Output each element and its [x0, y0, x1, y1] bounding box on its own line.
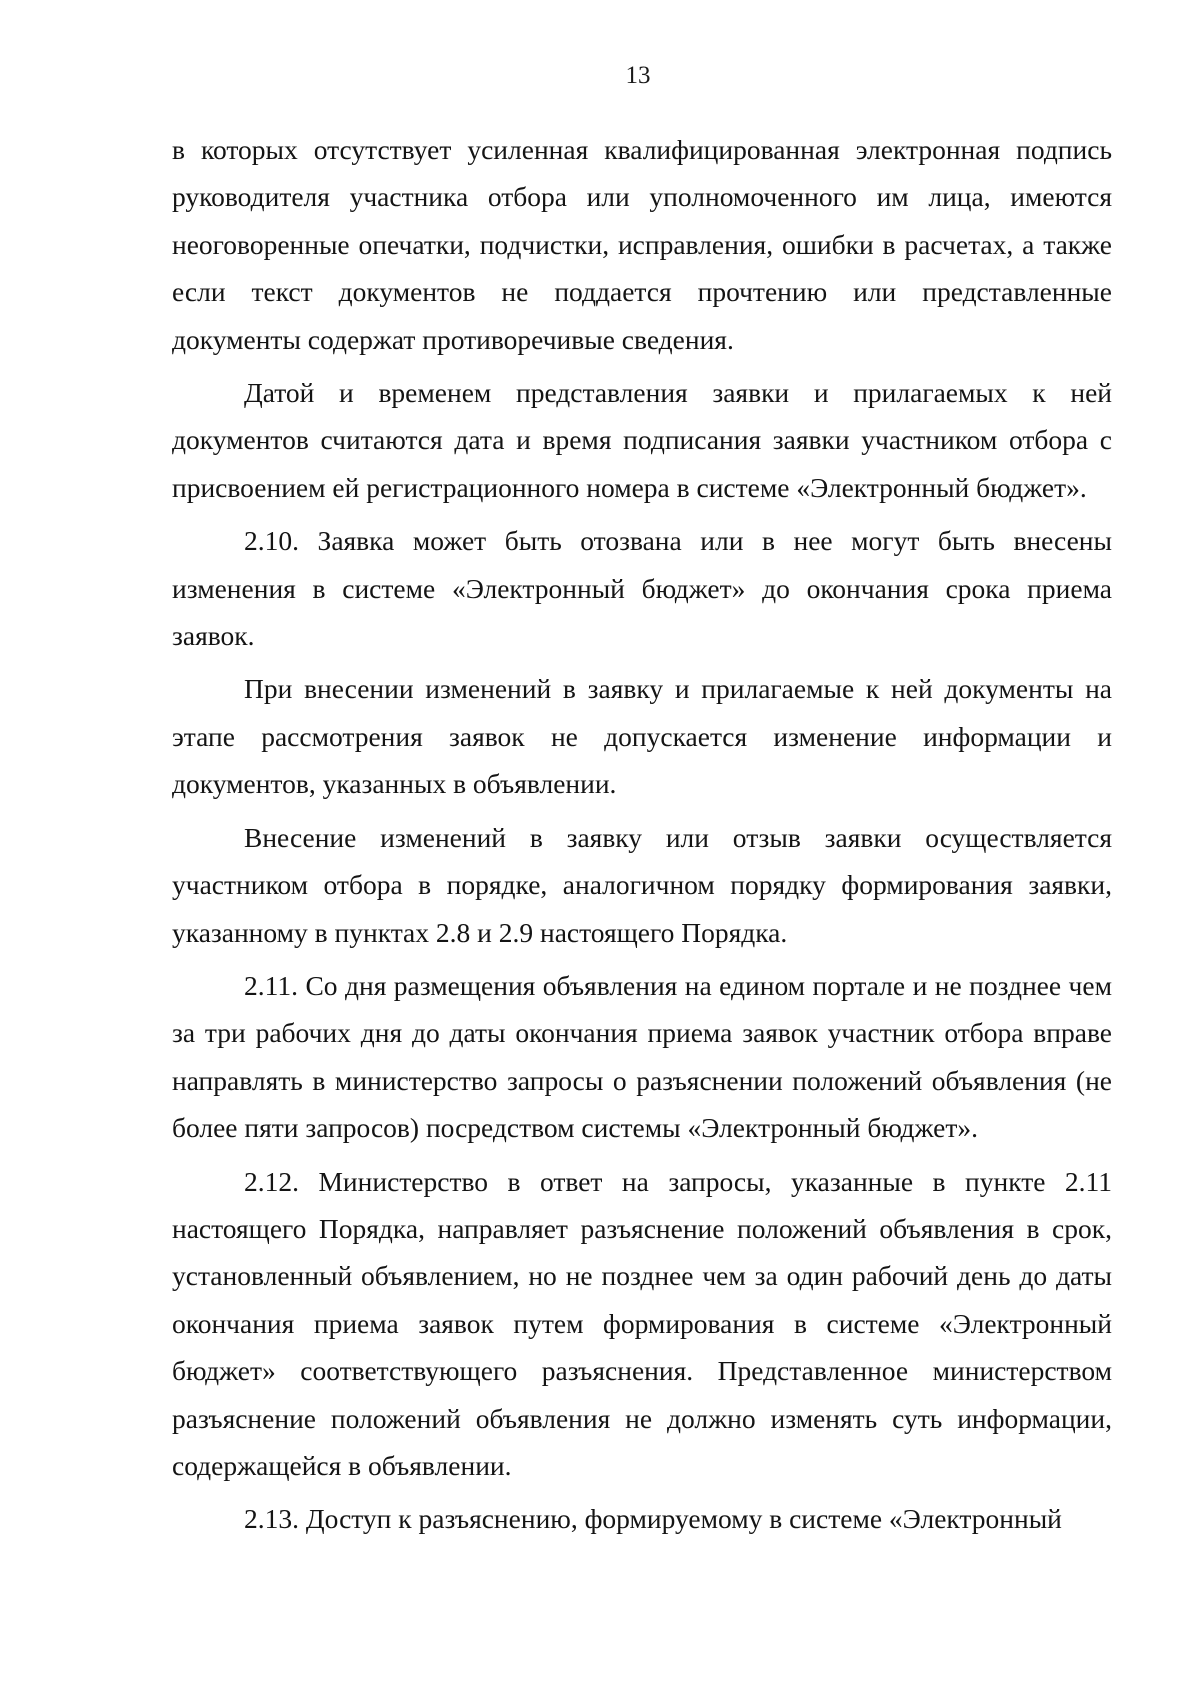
paragraph-changes-procedure: Внесение изменений в заявку или отзыв заявки осуществляется участником отбора в порядке, аналогичном порядку формирования заявки, указанному в пунктах 2.8 и 2.9 настоящего Порядка. — [172, 821, 1112, 948]
paragraph-submission-date: Датой и временем представления заявки и прилагаемых к ней документов считаются дата и время подписания заявки участником отбора с присвоением ей регистрационного номера в системе «Электронный бюджет». — [172, 377, 1112, 503]
page-number: 13 — [625, 62, 651, 89]
paragraph-2-13: 2.13. Доступ к разъяснению, формируемому в системе «Электронный — [244, 1503, 1062, 1535]
paragraph-2-12: 2.12. Министерство в ответ на запросы, указанные в пункте 2.11 настоящего Порядка, направляет разъяснение положений объявления в срок, установленный объявлением, но не позднее чем за один рабочий день до даты окончания приема заявок путем формирования в системе «Электронный бюджет» соответствующего разъяснения. Представленное министерством разъяснение положений объявления не должно изменять суть информации, содержащейся в объявлении. — [172, 1165, 1112, 1481]
paragraph-2-11: 2.11. Со дня размещения объявления на едином портале и не позднее чем за три рабочих дня до даты окончания приема заявок участник отбора вправе направлять в министерство запросы о разъяснении положений объявления (не более пяти запросов) посредством системы «Электронный бюджет». — [172, 969, 1112, 1144]
paragraph-2-10: 2.10. Заявка может быть отозвана или в нее могут быть внесены изменения в системе «Электронный бюджет» до окончания срока приема заявок. — [172, 525, 1112, 652]
paragraph-continuation: в которых отсутствует усиленная квалифицированная электронная подпись руководителя участника отбора или уполномоченного им лица, имеются неоговоренные опечатки, подчистки, исправления, ошибки в расчетах, а также если текст документов не поддается прочтению или представленные документы содержат противоречивые сведения. — [172, 134, 1112, 355]
document-body — [172, 126, 1112, 1549]
paragraph-changes-review: При внесении изменений в заявку и прилагаемые к ней документы на этапе рассмотрения заявок не допускается изменение информации и документов, указанных в объявлении. — [172, 673, 1112, 800]
